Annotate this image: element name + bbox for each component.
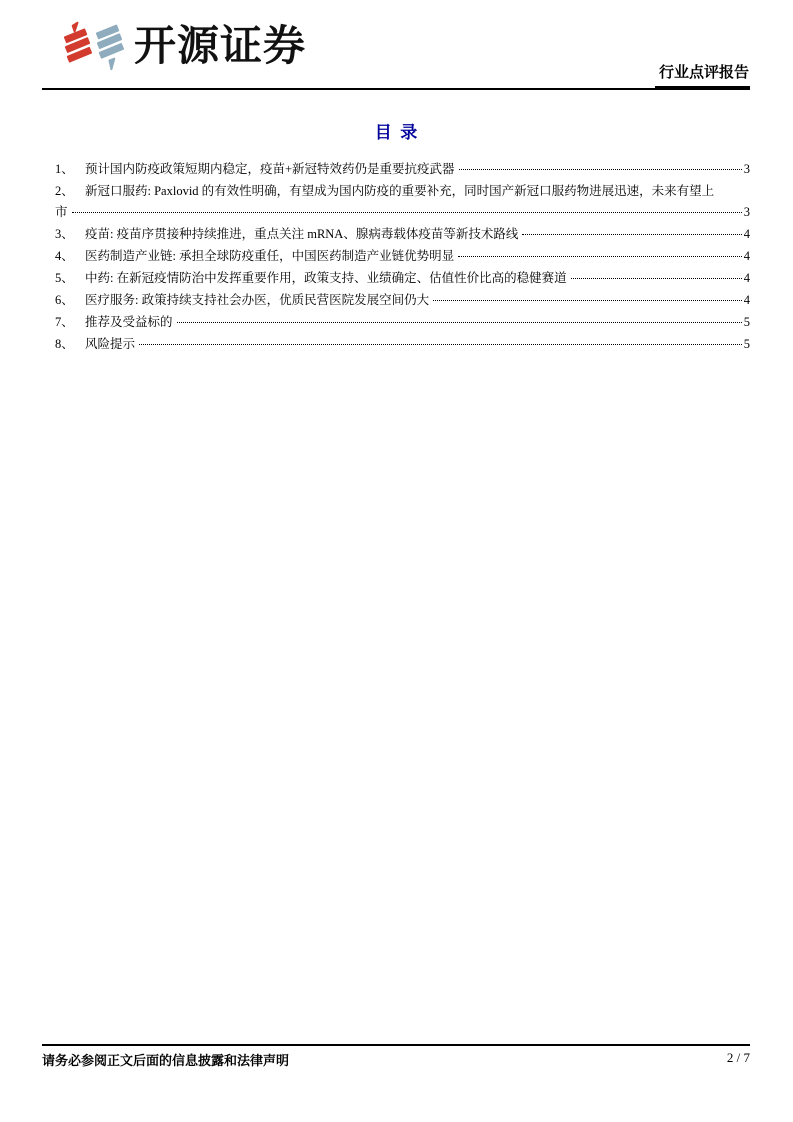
footer-disclaimer: 请务必参阅正文后面的信息披露和法律声明: [42, 1053, 290, 1068]
toc-item-text: 疫苗: 疫苗序贯接种持续推进，重点关注 mRNA、腺病毒载体疫苗等新技术路线: [85, 227, 519, 241]
toc-item-number: 6、: [55, 293, 74, 307]
toc-item-number: 8、: [55, 337, 74, 351]
toc-item-number: 2、: [55, 184, 74, 198]
toc-leader-dots: [177, 322, 742, 323]
toc-item-text: 中药: 在新冠疫情防治中发挥重要作用，政策支持、业绩确定、估值性价比高的稳健赛道: [85, 271, 567, 285]
toc-item-text: 医药制造产业链: 承担全球防疫重任，中国医药制造产业链优势明显: [85, 249, 455, 263]
toc-item-6[interactable]: [42, 292, 750, 308]
toc-item-text: 新冠口服药: Paxlovid 的有效性明确，有望成为国内防疫的重要补充，同时国产新冠口服药物进展迅速，未来有望上: [85, 184, 715, 198]
toc-item-text: 预计国内防疫政策短期内稳定，疫苗+新冠特效药仍是重要抗疫武器: [85, 162, 455, 176]
toc-item-4[interactable]: [42, 248, 750, 264]
toc-item-8[interactable]: [42, 336, 750, 352]
toc-item-5[interactable]: [42, 270, 750, 286]
toc-item-page: 5: [743, 315, 750, 329]
toc-item-number: 5、: [55, 271, 74, 285]
header-divider: [42, 88, 750, 90]
toc-item-3[interactable]: [42, 226, 750, 242]
toc-item-2-continued[interactable]: [42, 204, 750, 220]
toc-item-number: 3、: [55, 227, 74, 241]
toc-item-7[interactable]: [42, 314, 750, 330]
brand-name: 开源证券: [134, 22, 307, 69]
toc-title: 目 录: [374, 123, 418, 142]
toc-item-text: 医疗服务: 政策持续支持社会办医，优质民营医院发展空间仍大: [85, 293, 430, 307]
toc-item-text: 风险提示: [85, 337, 136, 351]
page-number: 2 / 7: [726, 1050, 750, 1065]
toc-leader-dots: [72, 212, 742, 213]
toc-item-page: 3: [743, 162, 750, 176]
toc-item-page: 3: [743, 205, 750, 219]
toc-item-1[interactable]: [42, 161, 750, 177]
toc-leader-dots: [458, 256, 742, 257]
toc-leader-dots: [522, 234, 741, 235]
toc-leader-dots: [139, 344, 742, 345]
toc-item-page: 4: [743, 271, 750, 285]
toc-leader-dots: [571, 278, 742, 279]
toc-item-text-wrap: 市: [55, 205, 68, 219]
toc-item-page: 4: [743, 227, 750, 241]
toc-leader-dots: [433, 300, 742, 301]
toc-item-page: 4: [743, 293, 750, 307]
toc-item-page: 4: [743, 249, 750, 263]
toc-leader-dots: [459, 169, 742, 170]
kaiyuan-ribbon-logo-icon: [62, 18, 124, 74]
toc-item-page: 5: [743, 337, 750, 351]
toc-item-number: 7、: [55, 315, 74, 329]
footer-divider: [42, 1044, 750, 1046]
toc-item-number: 4、: [55, 249, 74, 263]
report-type-label: 行业点评报告: [655, 64, 750, 89]
toc-item-text: 推荐及受益标的: [85, 315, 173, 329]
brand-logo: [62, 18, 306, 74]
toc-item-2[interactable]: [42, 183, 750, 199]
toc-item-number: 1、: [55, 162, 74, 176]
toc-list: [42, 161, 750, 352]
table-of-contents: [42, 118, 750, 358]
